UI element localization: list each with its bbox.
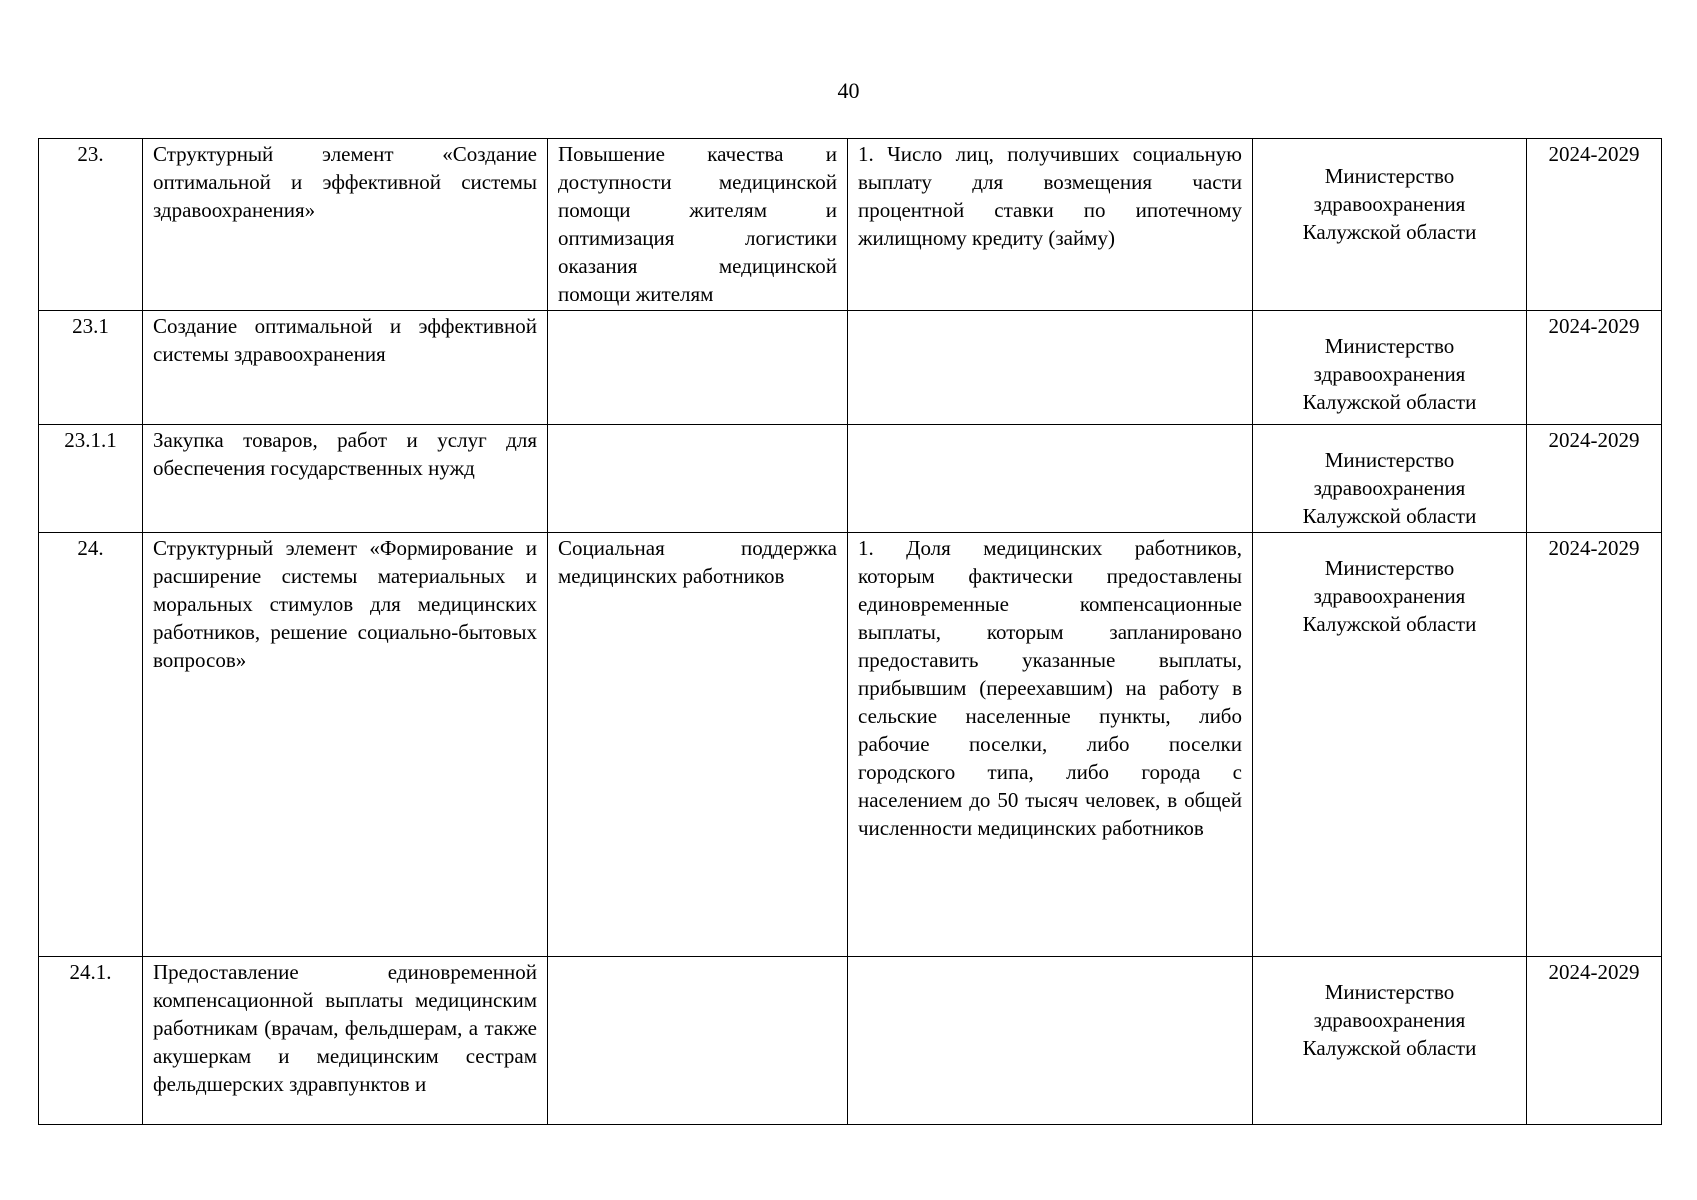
row-period: 2024-2029 [1527, 139, 1662, 311]
row-name: Структурный элемент «Создание оптимальной и эффективной системы здравоохранения» [143, 139, 548, 311]
row-name: Закупка товаров, работ и услуг для обеспечения государственных нужд [143, 425, 548, 533]
table-row [39, 425, 1662, 533]
row-period: 2024-2029 [1527, 425, 1662, 533]
responsible-text: Министерство здравоохранения Калужской области [1302, 164, 1477, 244]
row-number: 23.1.1 [39, 425, 143, 533]
program-table [38, 138, 1662, 1125]
table-row [39, 533, 1662, 957]
page-number: 40 [837, 78, 860, 103]
row-name: Предоставление единовременной компенсационной выплаты медицинским работникам (врачам, фельдшерам, а также акушеркам и медицинским сестрам фельдшерских здравпунктов и [143, 957, 548, 1125]
row-indicator [848, 957, 1253, 1125]
row-period: 2024-2029 [1527, 957, 1662, 1125]
row-indicator: 1. Число лиц, получивших социальную выплату для возмещения части процентной ставки по ипотечному жилищному кредиту (займу) [848, 139, 1253, 311]
table-row [39, 311, 1662, 425]
row-responsible [1253, 425, 1527, 533]
row-task [548, 311, 848, 425]
responsible-text: Министерство здравоохранения Калужской области [1302, 556, 1477, 636]
row-task: Повышение качества и доступности медицинской помощи жителям и оптимизация логистики оказания медицинской помощи жителям [548, 139, 848, 311]
row-indicator [848, 311, 1253, 425]
row-number: 24.1. [39, 957, 143, 1125]
row-number: 23.1 [39, 311, 143, 425]
table-row [39, 139, 1662, 311]
row-name: Создание оптимальной и эффективной системы здравоохранения [143, 311, 548, 425]
row-indicator [848, 425, 1253, 533]
row-period: 2024-2029 [1527, 533, 1662, 957]
row-task: Социальная поддержка медицинских работников [548, 533, 848, 957]
responsible-text: Министерство здравоохранения Калужской области [1302, 448, 1477, 528]
row-task [548, 957, 848, 1125]
row-responsible [1253, 957, 1527, 1125]
row-name: Структурный элемент «Формирование и расширение системы материальных и моральных стимулов для медицинских работников, решение социально-бытовых вопросов» [143, 533, 548, 957]
row-indicator: 1. Доля медицинских работников, которым фактически предоставлены единовременные компенсационные выплаты, которым запланировано предоставить указанные выплаты, прибывшим (переехавшим) на работу в сельские населенные пункты, либо рабочие поселки, либо поселки городского типа, либо города с населением до 50 тысяч человек, в общей численности медицинских работников [848, 533, 1253, 957]
row-number: 23. [39, 139, 143, 311]
responsible-text: Министерство здравоохранения Калужской области [1302, 980, 1477, 1060]
responsible-text: Министерство здравоохранения Калужской области [1302, 334, 1477, 414]
row-number: 24. [39, 533, 143, 957]
row-task [548, 425, 848, 533]
table-row [39, 957, 1662, 1125]
row-responsible [1253, 311, 1527, 425]
row-responsible [1253, 139, 1527, 311]
row-period: 2024-2029 [1527, 311, 1662, 425]
row-responsible [1253, 533, 1527, 957]
